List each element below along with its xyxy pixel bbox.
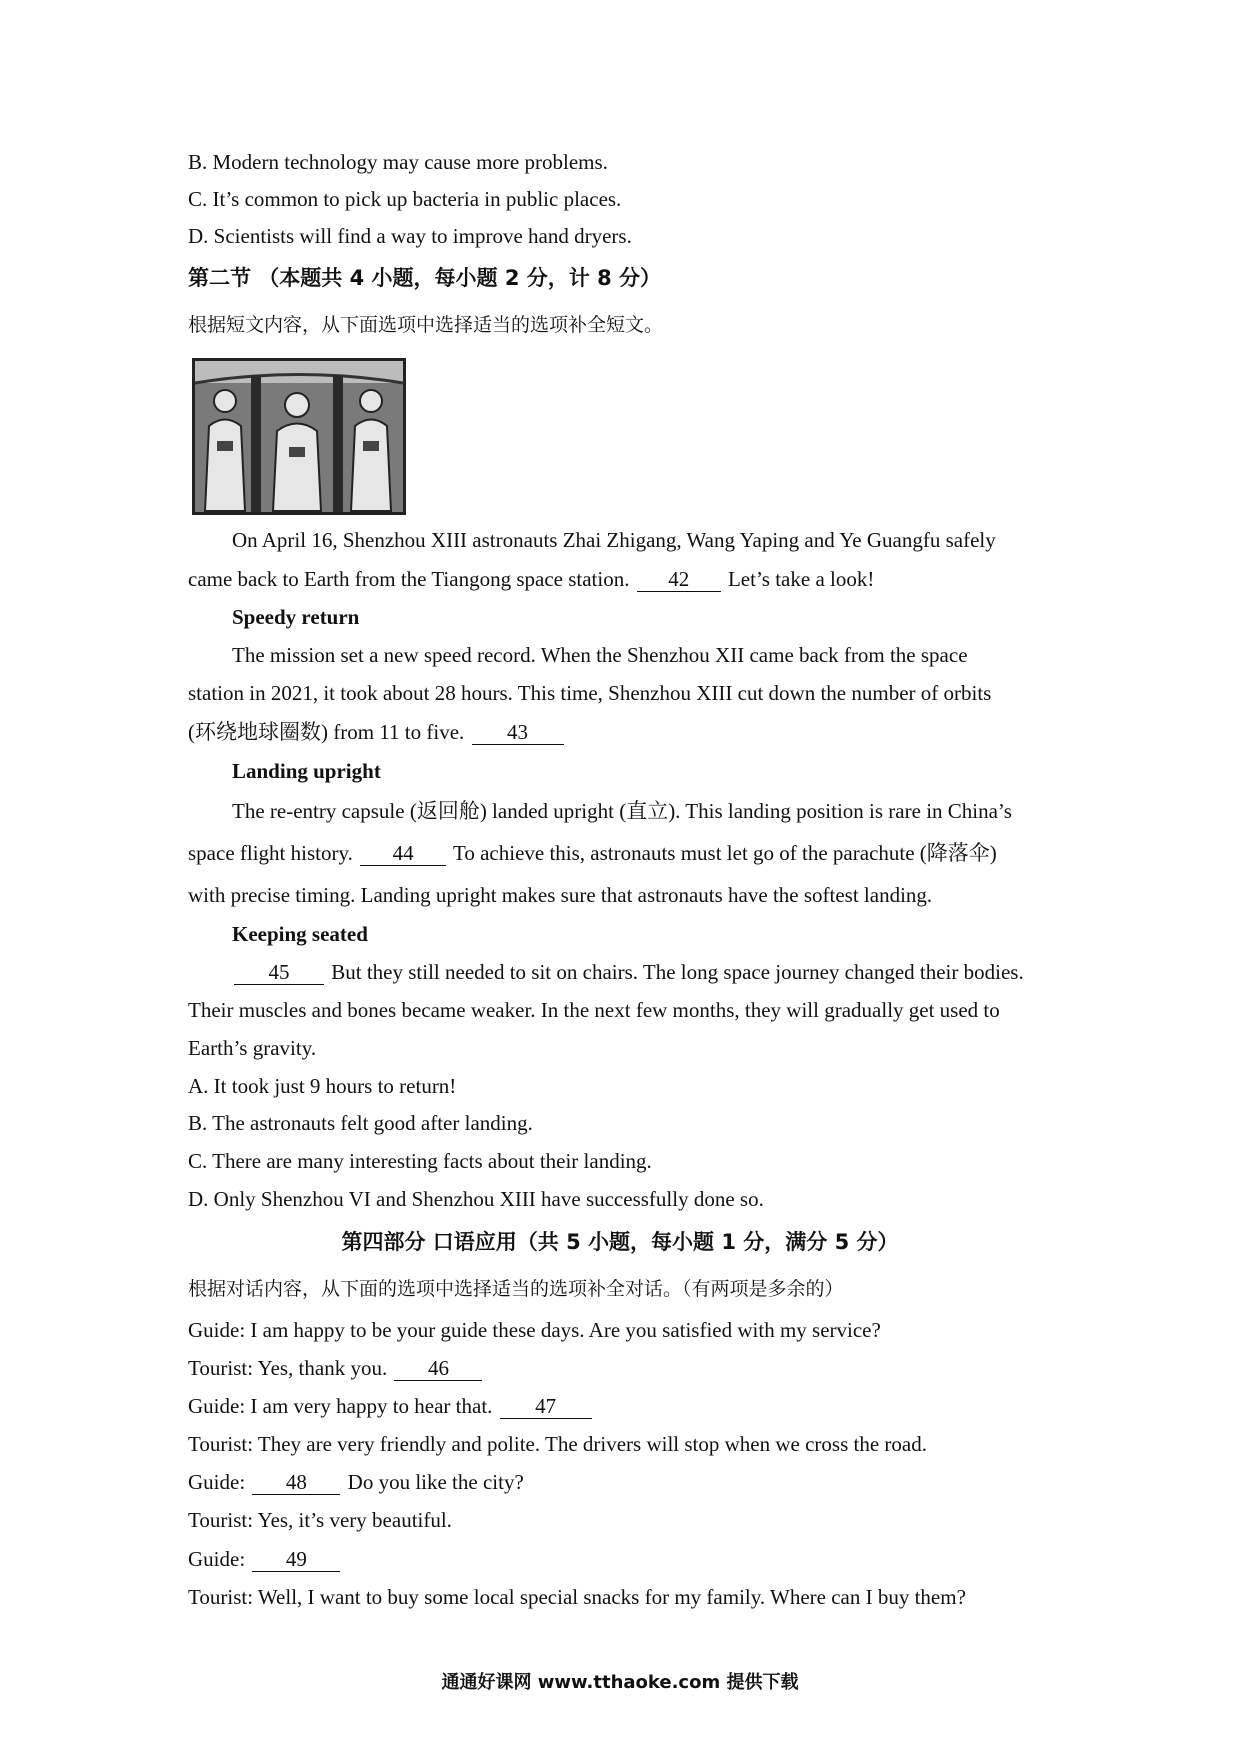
blank-49[interactable]: 49 xyxy=(252,1547,340,1572)
footer-source: 通通好课网 www.tthaoke.com 提供下载 xyxy=(441,1672,799,1693)
option-d: D. Only Shenzhou VI and Shenzhou XIII have successfully done so. xyxy=(188,1187,764,1211)
subheading-keeping-seated: Keeping seated xyxy=(232,922,368,946)
dialogue-line-3 xyxy=(188,1392,594,1420)
para1-tail: Let’s take a look! xyxy=(727,567,875,591)
dialogue-text: Do you like the city? xyxy=(347,1470,524,1494)
option-b-line: B. Modern technology may cause more problems. xyxy=(188,150,608,174)
para3-text-b: To achieve this, astronauts must let go of the parachute (降落伞) xyxy=(452,841,997,865)
dialogue-line-2 xyxy=(188,1354,484,1382)
para4-line1 xyxy=(232,958,1024,986)
dialogue-text: Guide: xyxy=(188,1547,246,1571)
option-b: B. The astronauts felt good after landing. xyxy=(188,1111,533,1135)
option-c: C. There are many interesting facts about their landing. xyxy=(188,1149,652,1173)
section-2-instruction: 根据短文内容，从下面选项中选择适当的选项补全短文。 xyxy=(188,314,664,336)
option-d-line: D. Scientists will find a way to improve hand dryers. xyxy=(188,224,632,248)
blank-43[interactable]: 43 xyxy=(472,720,564,745)
dialogue-text: Tourist: Yes, thank you. xyxy=(188,1356,388,1380)
para4-line2: Their muscles and bones became weaker. In the next few months, they will gradually get used to xyxy=(188,998,1000,1022)
blank-48[interactable]: 48 xyxy=(252,1470,340,1495)
astronauts-photo-icon xyxy=(195,361,403,512)
para1-line1: On April 16, Shenzhou XIII astronauts Zhai Zhigang, Wang Yaping and Ye Guangfu safely xyxy=(232,528,996,552)
dialogue-text: Guide: I am very happy to hear that. xyxy=(188,1394,493,1418)
subheading-speedy-return: Speedy return xyxy=(232,605,360,629)
dialogue-line-1: Guide: I am happy to be your guide these days. Are you satisfied with my service? xyxy=(188,1318,881,1342)
para4-line3: Earth’s gravity. xyxy=(188,1036,317,1060)
option-c-line: C. It’s common to pick up bacteria in public places. xyxy=(188,187,622,211)
para4-text: But they still needed to sit on chairs. The long space journey changed their bodies. xyxy=(331,960,1024,984)
dialogue-line-6: Tourist: Yes, it’s very beautiful. xyxy=(188,1508,452,1532)
part-4-instruction: 根据对话内容，从下面的选项中选择适当的选项补全对话。（有两项是多余的） xyxy=(188,1278,844,1300)
option-a: A. It took just 9 hours to return! xyxy=(188,1074,457,1098)
section-2-heading: 第二节 （本题共 4 小题，每小题 2 分，计 8 分） xyxy=(188,266,662,290)
astronauts-photo xyxy=(192,358,406,515)
para3-line2 xyxy=(188,839,997,867)
dialogue-line-4: Tourist: They are very friendly and polite. The drivers will stop when we cross the road. xyxy=(188,1432,927,1456)
blank-42[interactable]: 42 xyxy=(637,567,721,592)
para1-line2 xyxy=(188,565,874,593)
para2-line1: The mission set a new speed record. When the Shenzhou XII came back from the space xyxy=(232,643,968,667)
blank-45[interactable]: 45 xyxy=(234,960,324,985)
para3-line1: The re-entry capsule (返回舱) landed upright (直立). This landing position is rare in China’s xyxy=(232,799,1012,823)
dialogue-line-7 xyxy=(188,1545,342,1573)
blank-44[interactable]: 44 xyxy=(360,841,446,866)
dialogue-line-5 xyxy=(188,1468,524,1496)
blank-46[interactable]: 46 xyxy=(394,1356,482,1381)
dialogue-text: Guide: xyxy=(188,1470,246,1494)
para2-line2: station in 2021, it took about 28 hours. This time, Shenzhou XIII cut down the number of orbits xyxy=(188,681,992,705)
para2-text: (环绕地球圈数) from 11 to five. xyxy=(188,720,465,744)
para3-text-a: space flight history. xyxy=(188,841,353,865)
para3-line3: with precise timing. Landing upright makes sure that astronauts have the softest landing. xyxy=(188,883,933,907)
dialogue-line-8: Tourist: Well, I want to buy some local special snacks for my family. Where can I buy them? xyxy=(188,1585,966,1609)
para2-line3 xyxy=(188,718,566,746)
subheading-landing-upright: Landing upright xyxy=(232,759,381,783)
blank-47[interactable]: 47 xyxy=(500,1394,592,1419)
para1-text: came back to Earth from the Tiangong space station. xyxy=(188,567,630,591)
part-4-heading: 第四部分 口语应用（共 5 小题，每小题 1 分，满分 5 分） xyxy=(341,1230,899,1254)
